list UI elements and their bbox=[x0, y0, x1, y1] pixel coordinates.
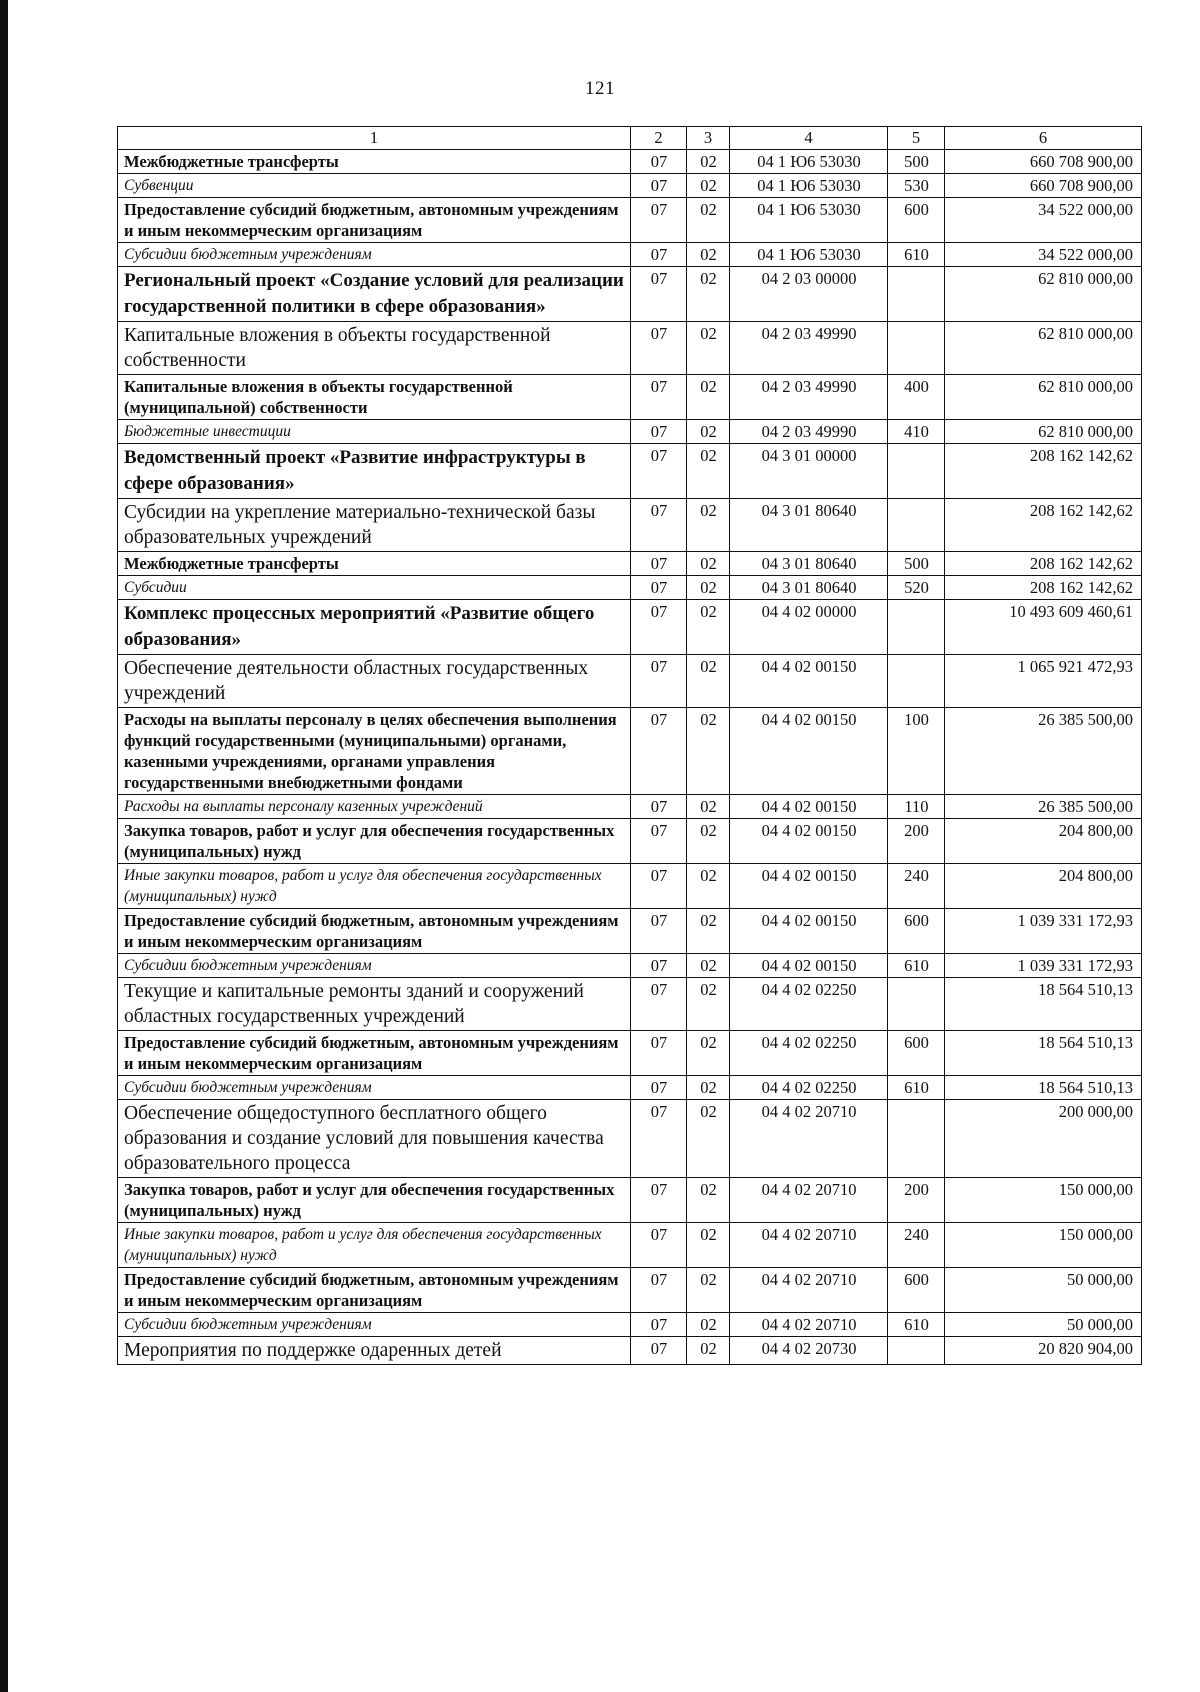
cell-amount: 208 162 142,62 bbox=[945, 499, 1142, 552]
cell-target-article: 04 2 03 49990 bbox=[730, 375, 888, 420]
cell-section: 07 bbox=[631, 1031, 687, 1076]
cell-section: 07 bbox=[631, 1313, 687, 1337]
cell-expense-type: 100 bbox=[888, 708, 945, 795]
cell-section: 07 bbox=[631, 552, 687, 576]
cell-target-article: 04 4 02 02250 bbox=[730, 1031, 888, 1076]
cell-amount: 204 800,00 bbox=[945, 864, 1142, 909]
cell-expense-name: Предоставление субсидий бюджетным, автономным учреждениям и иным некоммерческим организациям bbox=[118, 1268, 631, 1313]
cell-target-article: 04 4 02 20710 bbox=[730, 1268, 888, 1313]
cell-section: 07 bbox=[631, 1223, 687, 1268]
cell-amount: 18 564 510,13 bbox=[945, 1076, 1142, 1100]
cell-expense-name: Обеспечение общедоступного бесплатного общего образования и создание условий для повышения качества образовательного процесса bbox=[118, 1100, 631, 1178]
cell-subsection: 02 bbox=[687, 978, 730, 1031]
cell-expense-name: Субсидии бюджетным учреждениям bbox=[118, 243, 631, 267]
table-row bbox=[118, 954, 1142, 978]
cell-expense-type bbox=[888, 267, 945, 322]
cell-subsection: 02 bbox=[687, 600, 730, 655]
cell-target-article: 04 4 02 00150 bbox=[730, 708, 888, 795]
cell-expense-name: Расходы на выплаты персоналу казенных учреждений bbox=[118, 795, 631, 819]
cell-section: 07 bbox=[631, 1268, 687, 1313]
cell-section: 07 bbox=[631, 864, 687, 909]
cell-subsection: 02 bbox=[687, 198, 730, 243]
cell-target-article: 04 1 Ю6 53030 bbox=[730, 174, 888, 198]
table-row bbox=[118, 322, 1142, 375]
cell-subsection: 02 bbox=[687, 909, 730, 954]
table-row bbox=[118, 243, 1142, 267]
table-row bbox=[118, 444, 1142, 499]
cell-expense-name: Межбюджетные трансферты bbox=[118, 552, 631, 576]
table-row bbox=[118, 375, 1142, 420]
cell-amount: 200 000,00 bbox=[945, 1100, 1142, 1178]
cell-expense-name: Предоставление субсидий бюджетным, автономным учреждениям и иным некоммерческим организациям bbox=[118, 1031, 631, 1076]
cell-expense-type: 110 bbox=[888, 795, 945, 819]
cell-amount: 1 065 921 472,93 bbox=[945, 655, 1142, 708]
cell-expense-type: 500 bbox=[888, 150, 945, 174]
cell-section: 07 bbox=[631, 174, 687, 198]
cell-expense-type: 600 bbox=[888, 909, 945, 954]
cell-subsection: 02 bbox=[687, 150, 730, 174]
cell-amount: 1 039 331 172,93 bbox=[945, 954, 1142, 978]
cell-expense-name: Иные закупки товаров, работ и услуг для обеспечения государственных (муниципальных) нужд bbox=[118, 1223, 631, 1268]
cell-amount: 150 000,00 bbox=[945, 1178, 1142, 1223]
cell-expense-name: Бюджетные инвестиции bbox=[118, 420, 631, 444]
cell-subsection: 02 bbox=[687, 795, 730, 819]
cell-target-article: 04 4 02 00000 bbox=[730, 600, 888, 655]
cell-expense-type: 240 bbox=[888, 1223, 945, 1268]
cell-target-article: 04 4 02 20710 bbox=[730, 1100, 888, 1178]
table-row bbox=[118, 499, 1142, 552]
table-header-row bbox=[118, 127, 1142, 150]
cell-amount: 150 000,00 bbox=[945, 1223, 1142, 1268]
cell-section: 07 bbox=[631, 954, 687, 978]
table-row bbox=[118, 708, 1142, 795]
table-row bbox=[118, 1337, 1142, 1365]
cell-target-article: 04 1 Ю6 53030 bbox=[730, 150, 888, 174]
cell-target-article: 04 2 03 49990 bbox=[730, 322, 888, 375]
cell-target-article: 04 4 02 00150 bbox=[730, 954, 888, 978]
cell-expense-type: 200 bbox=[888, 819, 945, 864]
table-body bbox=[118, 127, 1142, 1365]
table-row bbox=[118, 150, 1142, 174]
cell-expense-type: 610 bbox=[888, 954, 945, 978]
cell-target-article: 04 4 02 00150 bbox=[730, 795, 888, 819]
cell-expense-type bbox=[888, 1337, 945, 1365]
cell-amount: 20 820 904,00 bbox=[945, 1337, 1142, 1365]
cell-subsection: 02 bbox=[687, 1100, 730, 1178]
cell-amount: 660 708 900,00 bbox=[945, 150, 1142, 174]
cell-amount: 10 493 609 460,61 bbox=[945, 600, 1142, 655]
cell-section: 07 bbox=[631, 708, 687, 795]
cell-expense-name: Капитальные вложения в объекты государственной собственности bbox=[118, 322, 631, 375]
cell-expense-type: 400 bbox=[888, 375, 945, 420]
cell-expense-type: 200 bbox=[888, 1178, 945, 1223]
cell-target-article: 04 4 02 00150 bbox=[730, 819, 888, 864]
cell-amount: 18 564 510,13 bbox=[945, 1031, 1142, 1076]
cell-expense-name: Расходы на выплаты персоналу в целях обеспечения выполнения функций государственными (муниципальными) органами, казенными учреждениями, органами управления государственными внебюджетными фондами bbox=[118, 708, 631, 795]
cell-target-article: 04 4 02 00150 bbox=[730, 864, 888, 909]
table-row bbox=[118, 1268, 1142, 1313]
cell-subsection: 02 bbox=[687, 243, 730, 267]
cell-section: 07 bbox=[631, 576, 687, 600]
cell-expense-name: Субвенции bbox=[118, 174, 631, 198]
cell-expense-type bbox=[888, 444, 945, 499]
cell-subsection: 02 bbox=[687, 174, 730, 198]
column-header: 2 bbox=[631, 127, 687, 150]
budget-table bbox=[117, 126, 1142, 1365]
table-row bbox=[118, 795, 1142, 819]
cell-section: 07 bbox=[631, 420, 687, 444]
cell-expense-type bbox=[888, 978, 945, 1031]
table-row bbox=[118, 198, 1142, 243]
cell-expense-type bbox=[888, 655, 945, 708]
cell-expense-type: 530 bbox=[888, 174, 945, 198]
table-row bbox=[118, 1076, 1142, 1100]
cell-target-article: 04 2 03 49990 bbox=[730, 420, 888, 444]
cell-target-article: 04 4 02 20730 bbox=[730, 1337, 888, 1365]
cell-expense-type: 520 bbox=[888, 576, 945, 600]
cell-expense-name: Региональный проект «Создание условий для реализации государственной политики в сфере образования» bbox=[118, 267, 631, 322]
cell-section: 07 bbox=[631, 600, 687, 655]
cell-subsection: 02 bbox=[687, 1223, 730, 1268]
table-row bbox=[118, 576, 1142, 600]
cell-target-article: 04 4 02 00150 bbox=[730, 909, 888, 954]
cell-amount: 18 564 510,13 bbox=[945, 978, 1142, 1031]
cell-expense-name: Ведомственный проект «Развитие инфраструктуры в сфере образования» bbox=[118, 444, 631, 499]
cell-expense-name: Субсидии на укрепление материально-технической базы образовательных учреждений bbox=[118, 499, 631, 552]
cell-amount: 50 000,00 bbox=[945, 1268, 1142, 1313]
cell-amount: 50 000,00 bbox=[945, 1313, 1142, 1337]
cell-expense-name: Мероприятия по поддержке одаренных детей bbox=[118, 1337, 631, 1365]
cell-subsection: 02 bbox=[687, 1031, 730, 1076]
column-header: 3 bbox=[687, 127, 730, 150]
cell-expense-type bbox=[888, 322, 945, 375]
cell-subsection: 02 bbox=[687, 1178, 730, 1223]
cell-section: 07 bbox=[631, 198, 687, 243]
cell-amount: 660 708 900,00 bbox=[945, 174, 1142, 198]
table-row bbox=[118, 1100, 1142, 1178]
cell-amount: 204 800,00 bbox=[945, 819, 1142, 864]
cell-amount: 1 039 331 172,93 bbox=[945, 909, 1142, 954]
cell-subsection: 02 bbox=[687, 322, 730, 375]
cell-expense-name: Предоставление субсидий бюджетным, автономным учреждениям и иным некоммерческим организациям bbox=[118, 909, 631, 954]
cell-amount: 26 385 500,00 bbox=[945, 795, 1142, 819]
scan-edge bbox=[0, 0, 8, 1692]
cell-expense-type: 610 bbox=[888, 1076, 945, 1100]
column-header: 1 bbox=[118, 127, 631, 150]
cell-subsection: 02 bbox=[687, 954, 730, 978]
table-row bbox=[118, 1178, 1142, 1223]
cell-expense-name: Субсидии bbox=[118, 576, 631, 600]
cell-expense-name: Комплекс процессных мероприятий «Развитие общего образования» bbox=[118, 600, 631, 655]
cell-subsection: 02 bbox=[687, 267, 730, 322]
cell-amount: 62 810 000,00 bbox=[945, 322, 1142, 375]
cell-subsection: 02 bbox=[687, 552, 730, 576]
cell-expense-type bbox=[888, 499, 945, 552]
cell-section: 07 bbox=[631, 795, 687, 819]
cell-target-article: 04 4 02 20710 bbox=[730, 1178, 888, 1223]
cell-section: 07 bbox=[631, 150, 687, 174]
table-row bbox=[118, 1031, 1142, 1076]
cell-expense-name: Текущие и капитальные ремонты зданий и сооружений областных государственных учреждений bbox=[118, 978, 631, 1031]
cell-section: 07 bbox=[631, 499, 687, 552]
cell-target-article: 04 3 01 00000 bbox=[730, 444, 888, 499]
cell-section: 07 bbox=[631, 655, 687, 708]
cell-subsection: 02 bbox=[687, 1313, 730, 1337]
table-row bbox=[118, 267, 1142, 322]
cell-subsection: 02 bbox=[687, 375, 730, 420]
cell-subsection: 02 bbox=[687, 655, 730, 708]
column-header: 5 bbox=[888, 127, 945, 150]
cell-amount: 62 810 000,00 bbox=[945, 267, 1142, 322]
cell-expense-name: Иные закупки товаров, работ и услуг для обеспечения государственных (муниципальных) нужд bbox=[118, 864, 631, 909]
cell-expense-type: 600 bbox=[888, 198, 945, 243]
table-row bbox=[118, 420, 1142, 444]
cell-expense-name: Обеспечение деятельности областных государственных учреждений bbox=[118, 655, 631, 708]
cell-subsection: 02 bbox=[687, 1268, 730, 1313]
table-row bbox=[118, 552, 1142, 576]
cell-expense-type: 610 bbox=[888, 1313, 945, 1337]
cell-target-article: 04 3 01 80640 bbox=[730, 499, 888, 552]
cell-subsection: 02 bbox=[687, 864, 730, 909]
cell-expense-name: Субсидии бюджетным учреждениям bbox=[118, 954, 631, 978]
cell-expense-type: 600 bbox=[888, 1031, 945, 1076]
cell-target-article: 04 1 Ю6 53030 bbox=[730, 198, 888, 243]
page-number: 121 bbox=[585, 78, 615, 99]
cell-subsection: 02 bbox=[687, 819, 730, 864]
cell-expense-name: Закупка товаров, работ и услуг для обеспечения государственных (муниципальных) нужд bbox=[118, 1178, 631, 1223]
cell-subsection: 02 bbox=[687, 1337, 730, 1365]
cell-target-article: 04 4 02 20710 bbox=[730, 1223, 888, 1268]
cell-section: 07 bbox=[631, 322, 687, 375]
cell-target-article: 04 3 01 80640 bbox=[730, 576, 888, 600]
cell-section: 07 bbox=[631, 1337, 687, 1365]
cell-expense-name: Межбюджетные трансферты bbox=[118, 150, 631, 174]
cell-amount: 208 162 142,62 bbox=[945, 444, 1142, 499]
cell-expense-name: Закупка товаров, работ и услуг для обеспечения государственных (муниципальных) нужд bbox=[118, 819, 631, 864]
table-row bbox=[118, 819, 1142, 864]
cell-section: 07 bbox=[631, 267, 687, 322]
cell-amount: 34 522 000,00 bbox=[945, 198, 1142, 243]
table-row bbox=[118, 174, 1142, 198]
cell-section: 07 bbox=[631, 1100, 687, 1178]
cell-expense-type: 500 bbox=[888, 552, 945, 576]
cell-target-article: 04 4 02 02250 bbox=[730, 978, 888, 1031]
table-row bbox=[118, 655, 1142, 708]
cell-expense-name: Предоставление субсидий бюджетным, автономным учреждениям и иным некоммерческим организациям bbox=[118, 198, 631, 243]
cell-target-article: 04 1 Ю6 53030 bbox=[730, 243, 888, 267]
cell-expense-type bbox=[888, 1100, 945, 1178]
cell-target-article: 04 4 02 20710 bbox=[730, 1313, 888, 1337]
table-row bbox=[118, 600, 1142, 655]
cell-amount: 208 162 142,62 bbox=[945, 552, 1142, 576]
cell-expense-type: 610 bbox=[888, 243, 945, 267]
cell-section: 07 bbox=[631, 978, 687, 1031]
cell-section: 07 bbox=[631, 909, 687, 954]
cell-expense-name: Капитальные вложения в объекты государственной (муниципальной) собственности bbox=[118, 375, 631, 420]
cell-section: 07 bbox=[631, 1076, 687, 1100]
cell-target-article: 04 4 02 00150 bbox=[730, 655, 888, 708]
cell-amount: 26 385 500,00 bbox=[945, 708, 1142, 795]
cell-expense-type: 240 bbox=[888, 864, 945, 909]
table-row bbox=[118, 1313, 1142, 1337]
cell-section: 07 bbox=[631, 1178, 687, 1223]
cell-target-article: 04 4 02 02250 bbox=[730, 1076, 888, 1100]
cell-subsection: 02 bbox=[687, 576, 730, 600]
cell-section: 07 bbox=[631, 819, 687, 864]
table-row bbox=[118, 909, 1142, 954]
cell-amount: 62 810 000,00 bbox=[945, 375, 1142, 420]
cell-expense-type bbox=[888, 600, 945, 655]
cell-expense-name: Субсидии бюджетным учреждениям bbox=[118, 1313, 631, 1337]
table-row bbox=[118, 1223, 1142, 1268]
cell-target-article: 04 3 01 80640 bbox=[730, 552, 888, 576]
cell-subsection: 02 bbox=[687, 708, 730, 795]
cell-subsection: 02 bbox=[687, 499, 730, 552]
cell-expense-type: 600 bbox=[888, 1268, 945, 1313]
cell-amount: 62 810 000,00 bbox=[945, 420, 1142, 444]
cell-subsection: 02 bbox=[687, 420, 730, 444]
cell-section: 07 bbox=[631, 375, 687, 420]
table-row bbox=[118, 978, 1142, 1031]
cell-amount: 34 522 000,00 bbox=[945, 243, 1142, 267]
cell-subsection: 02 bbox=[687, 1076, 730, 1100]
cell-target-article: 04 2 03 00000 bbox=[730, 267, 888, 322]
cell-expense-type: 410 bbox=[888, 420, 945, 444]
cell-subsection: 02 bbox=[687, 444, 730, 499]
cell-section: 07 bbox=[631, 243, 687, 267]
column-header: 6 bbox=[945, 127, 1142, 150]
cell-amount: 208 162 142,62 bbox=[945, 576, 1142, 600]
table-row bbox=[118, 864, 1142, 909]
column-header: 4 bbox=[730, 127, 888, 150]
cell-section: 07 bbox=[631, 444, 687, 499]
cell-expense-name: Субсидии бюджетным учреждениям bbox=[118, 1076, 631, 1100]
